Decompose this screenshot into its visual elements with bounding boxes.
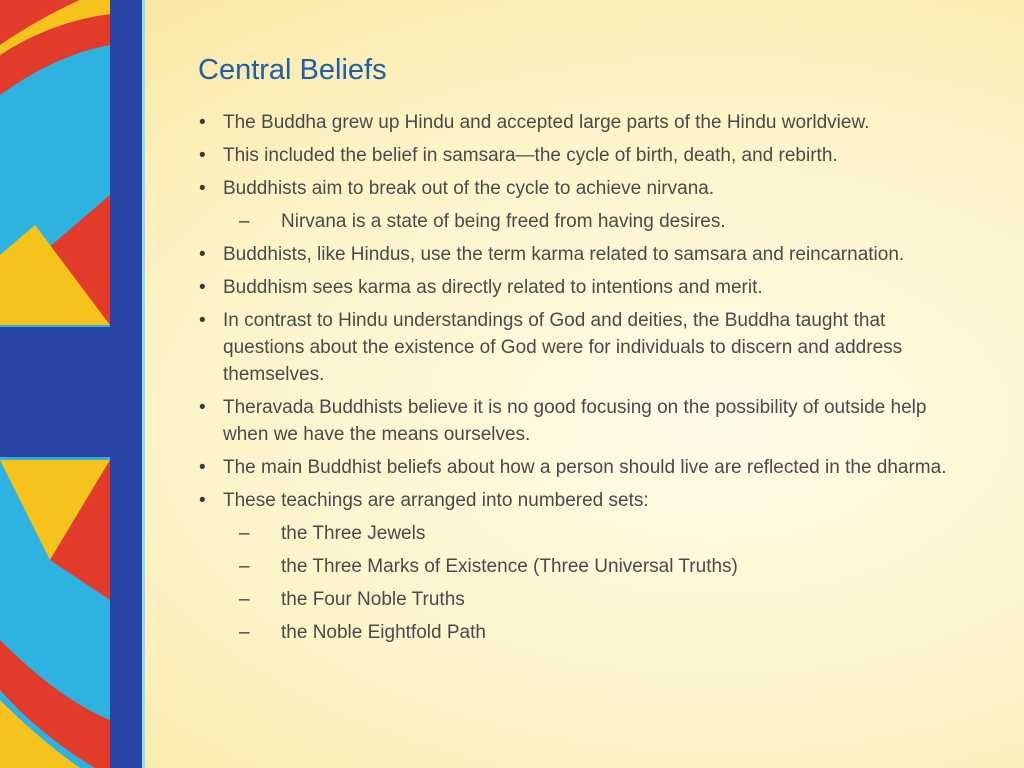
sub-bullet-item [199,520,959,547]
bullet-text: Buddhism sees karma as directly related to intentions and merit. [223,277,763,298]
bullet-item [199,454,959,481]
bullet-marker: • [199,457,206,478]
decorative-sidebar-graphic [0,0,200,768]
sub-bullet-item [199,553,959,580]
bullet-text: Buddhists, like Hindus, use the term karma related to samsara and reincarnation. [223,244,905,265]
bullet-marker: • [199,112,206,133]
dash-marker: – [239,622,250,643]
bullet-item [199,142,959,169]
dash-marker: – [239,589,250,610]
bullet-text: Theravada Buddhists believe it is no good focusing on the possibility of outside help when we have the means ourselves. [223,397,927,445]
bullet-text: These teachings are arranged into numbered sets: [223,490,649,511]
blue-horizontal-bar [0,327,142,457]
bullet-text: The main Buddhist beliefs about how a person should live are reflected in the dharma. [223,457,947,478]
bullet-item [199,394,959,448]
bullet-item [199,241,959,268]
bullet-marker: • [199,178,206,199]
sub-bullet-item [199,586,959,613]
dash-marker: – [239,523,250,544]
bullet-item [199,274,959,301]
bullet-text: This included the belief in samsara—the cycle of birth, death, and rebirth. [223,145,838,166]
bullet-text: the Three Jewels [281,523,426,544]
dash-marker: – [239,556,250,577]
bullet-list [199,109,959,652]
bullet-marker: • [199,277,206,298]
bullet-text: the Four Noble Truths [281,589,465,610]
bullet-marker: • [199,145,206,166]
bullet-text: Buddhists aim to break out of the cycle to achieve nirvana. [223,178,715,199]
bullet-text: the Noble Eightfold Path [281,622,486,643]
bullet-item [199,307,959,388]
dash-marker: – [239,211,250,232]
sub-bullet-item [199,619,959,646]
slide-title: Central Beliefs [198,54,387,86]
bullet-marker: • [199,244,206,265]
bullet-marker: • [199,490,206,511]
bullet-marker: • [199,397,206,418]
bullet-text: Nirvana is a state of being freed from having desires. [281,211,726,232]
bullet-item [199,487,959,514]
bullet-item [199,175,959,202]
bullet-item [199,109,959,136]
band-edge [142,0,145,768]
bullet-text: The Buddha grew up Hindu and accepted large parts of the Hindu worldview. [223,112,870,133]
bullet-text: In contrast to Hindu understandings of God and deities, the Buddha taught that questions about the existence of God were for individuals to discern and address themselves. [223,310,903,385]
sub-bullet-item [199,208,959,235]
bullet-marker: • [199,310,206,331]
bullet-text: the Three Marks of Existence (Three Universal Truths) [281,556,738,577]
